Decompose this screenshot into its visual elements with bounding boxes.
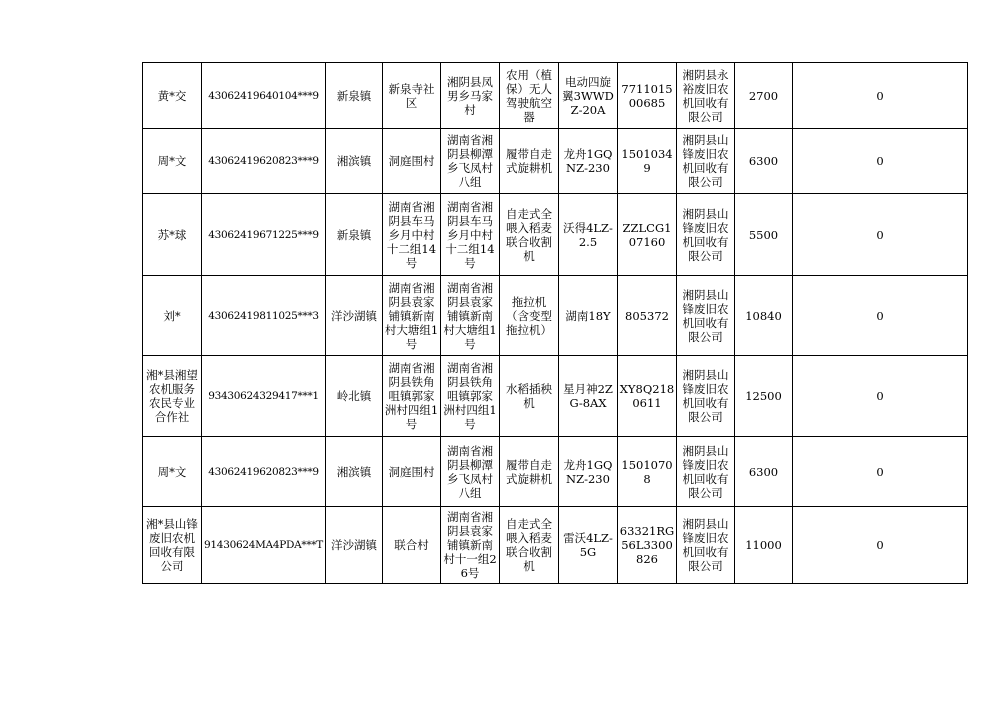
serial-cell: 15010708 (618, 437, 677, 507)
serial-cell: 805372 (618, 276, 677, 356)
category-cell: 自走式全喂入稻麦联合收割机 (500, 194, 559, 276)
other-amount-cell: 0 (793, 437, 968, 507)
town-cell: 洋沙湖镇 (326, 507, 383, 584)
address-cell: 湖南省湘阴县袁家铺镇新南村十一组26号 (441, 507, 500, 584)
other-amount-cell: 0 (793, 63, 968, 129)
model-cell: 电动四旋翼3WWDZ-20A (559, 63, 618, 129)
amount-cell: 6300 (735, 437, 793, 507)
table-row (143, 129, 968, 194)
dealer-cell: 湘阴县山锋废旧农机回收有限公司 (677, 507, 735, 584)
model-cell: 龙舟1GQNZ-230 (559, 129, 618, 194)
village-cell: 新泉寺社区 (383, 63, 441, 129)
model-cell: 星月神2ZG-8AX (559, 356, 618, 437)
amount-cell: 11000 (735, 507, 793, 584)
amount-cell: 10840 (735, 276, 793, 356)
id-number-cell: 43062419640104***9 (202, 63, 326, 129)
id-number-cell: 43062419811025***3 (202, 276, 326, 356)
id-number-cell: 43062419671225***9 (202, 194, 326, 276)
address-cell: 湖南省湘阴县袁家铺镇新南村大塘组1号 (441, 276, 500, 356)
amount-cell: 6300 (735, 129, 793, 194)
address-cell: 湖南省湘阴县车马乡月中村十二组14号 (441, 194, 500, 276)
id-number-cell: 91430624MA4PDA***T (202, 507, 326, 584)
serial-cell: XY8Q2180611 (618, 356, 677, 437)
town-cell: 岭北镇 (326, 356, 383, 437)
model-cell: 龙舟1GQNZ-230 (559, 437, 618, 507)
name-cell: 湘*县湘望农机服务农民专业合作社 (143, 356, 202, 437)
name-cell: 黄*交 (143, 63, 202, 129)
serial-cell: ZZLCG107160 (618, 194, 677, 276)
table-row (143, 63, 968, 129)
village-cell: 联合村 (383, 507, 441, 584)
village-cell: 湖南省湘阴县袁家铺镇新南村大塘组1号 (383, 276, 441, 356)
address-cell: 湖南省湘阴县铁角咀镇郭家洲村四组1号 (441, 356, 500, 437)
town-cell: 新泉镇 (326, 63, 383, 129)
village-cell: 洞庭围村 (383, 129, 441, 194)
category-cell: 履带自走式旋耕机 (500, 437, 559, 507)
table-body (143, 63, 968, 584)
table-row (143, 194, 968, 276)
other-amount-cell: 0 (793, 276, 968, 356)
id-number-cell: 43062419620823***9 (202, 129, 326, 194)
other-amount-cell: 0 (793, 356, 968, 437)
name-cell: 湘*县山锋废旧农机回收有限公司 (143, 507, 202, 584)
town-cell: 洋沙湖镇 (326, 276, 383, 356)
category-cell: 水稻插秧机 (500, 356, 559, 437)
id-number-cell: 93430624329417***1 (202, 356, 326, 437)
model-cell: 雷沃4LZ-5G (559, 507, 618, 584)
category-cell: 履带自走式旋耕机 (500, 129, 559, 194)
category-cell: 拖拉机（含变型拖拉机） (500, 276, 559, 356)
dealer-cell: 湘阴县山锋废旧农机回收有限公司 (677, 129, 735, 194)
table-row (143, 507, 968, 584)
dealer-cell: 湘阴县山锋废旧农机回收有限公司 (677, 356, 735, 437)
other-amount-cell: 0 (793, 507, 968, 584)
model-cell: 湖南18Y (559, 276, 618, 356)
town-cell: 湘滨镇 (326, 129, 383, 194)
village-cell: 湖南省湘阴县车马乡月中村十二组14号 (383, 194, 441, 276)
name-cell: 刘* (143, 276, 202, 356)
other-amount-cell: 0 (793, 129, 968, 194)
category-cell: 农用（植保）无人驾驶航空器 (500, 63, 559, 129)
dealer-cell: 湘阴县永裕废旧农机回收有限公司 (677, 63, 735, 129)
serial-cell: 63321RG56L3300826 (618, 507, 677, 584)
dealer-cell: 湘阴县山锋废旧农机回收有限公司 (677, 276, 735, 356)
table-row (143, 437, 968, 507)
other-amount-cell: 0 (793, 194, 968, 276)
name-cell: 苏*球 (143, 194, 202, 276)
name-cell: 周*文 (143, 437, 202, 507)
dealer-cell: 湘阴县山锋废旧农机回收有限公司 (677, 437, 735, 507)
table-row (143, 276, 968, 356)
amount-cell: 12500 (735, 356, 793, 437)
address-cell: 湘阴县凤男乡马家村 (441, 63, 500, 129)
category-cell: 自走式全喂入稻麦联合收割机 (500, 507, 559, 584)
address-cell: 湖南省湘阴县柳潭乡飞凤村八组 (441, 437, 500, 507)
town-cell: 湘滨镇 (326, 437, 383, 507)
name-cell: 周*文 (143, 129, 202, 194)
amount-cell: 5500 (735, 194, 793, 276)
subsidy-table (142, 62, 968, 584)
village-cell: 湖南省湘阴县铁角咀镇郭家洲村四组1号 (383, 356, 441, 437)
dealer-cell: 湘阴县山锋废旧农机回收有限公司 (677, 194, 735, 276)
serial-cell: 771101500685 (618, 63, 677, 129)
address-cell: 湖南省湘阴县柳潭乡飞凤村八组 (441, 129, 500, 194)
amount-cell: 2700 (735, 63, 793, 129)
table-row (143, 356, 968, 437)
town-cell: 新泉镇 (326, 194, 383, 276)
serial-cell: 15010349 (618, 129, 677, 194)
village-cell: 洞庭围村 (383, 437, 441, 507)
id-number-cell: 43062419620823***9 (202, 437, 326, 507)
model-cell: 沃得4LZ-2.5 (559, 194, 618, 276)
